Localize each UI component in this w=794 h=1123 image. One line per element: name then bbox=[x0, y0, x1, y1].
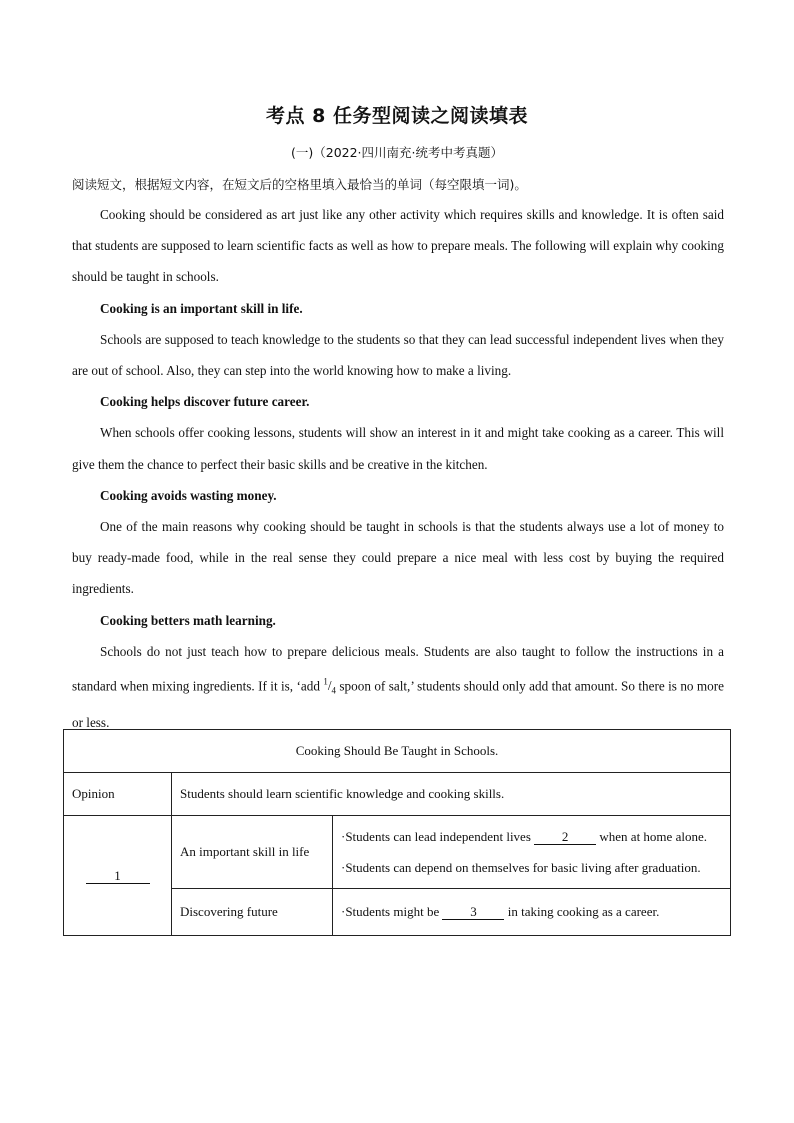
skill-details bbox=[333, 816, 731, 889]
reading-passage bbox=[72, 199, 724, 738]
paragraph-future-career: When schools offer cooking lessons, students will show an interest in it and might take cooking as a career. This will give them the chance to perfect their basic skills and be creative in the kitchen. bbox=[72, 425, 724, 472]
fraction-denominator: 4 bbox=[331, 686, 337, 697]
career-bullet-end: in taking cooking as a career. bbox=[504, 904, 660, 919]
instruction-text: 阅读短文，根据短文内容，在短文后的空格里填入最恰当的单词（每空限填一词)。 bbox=[72, 177, 527, 192]
career-label: Discovering future bbox=[172, 889, 333, 936]
page-title: 考点 8 任务型阅读之阅读填表 bbox=[266, 105, 528, 127]
fraction-numerator: 1 bbox=[323, 677, 328, 688]
paragraph-math-text-end: spoon of salt,’ students should only add that amount. So there is no more or less. bbox=[72, 678, 725, 731]
career-details bbox=[333, 889, 731, 936]
opinion-label: Opinion bbox=[64, 773, 172, 816]
paragraph-intro: Cooking should be considered as art just like any other activity which requires skills and knowledge. It is often said that students are supposed to learn scientific facts as well as how to prepare meals. The following will explain why cooking should be taught in schools. bbox=[72, 207, 724, 285]
skill-bullet-1-start: ·Students can lead independent lives bbox=[341, 829, 535, 844]
table-caption: Cooking Should Be Taught in Schools. bbox=[64, 730, 731, 773]
paragraph-important-skill: Schools are supposed to teach knowledge to the students so that they can lead successful independent lives when they are out of school. Also, they can step into the world knowing how to make a living. bbox=[72, 331, 724, 379]
table-row-opinion bbox=[64, 773, 731, 816]
paragraph-math-learning bbox=[72, 636, 724, 739]
skill-bullet-2: ·Students can depend on themselves for basic living after graduation. bbox=[341, 860, 701, 875]
career-bullet-start: ·Students might be bbox=[341, 904, 443, 919]
table-row-skill bbox=[64, 816, 731, 889]
paragraph-math-text-start: Schools do not just teach how to prepare delicious meals. Students are also taught to follow the instructions in a standard when mixing ingredients. If it is, ‘add bbox=[72, 643, 724, 694]
blank-1-cell bbox=[64, 816, 172, 936]
heading-future-career: Cooking helps discover future career. bbox=[100, 394, 310, 410]
answer-blank-1[interactable]: 1 bbox=[86, 869, 150, 884]
opinion-text: Students should learn scientific knowledge and cooking skills. bbox=[172, 773, 731, 816]
skill-bullet-1-end: when at home alone. bbox=[596, 829, 707, 844]
heading-avoid-waste: Cooking avoids wasting money. bbox=[100, 487, 277, 503]
answer-blank-2[interactable]: 2 bbox=[534, 830, 596, 845]
answer-blank-3[interactable]: 3 bbox=[442, 905, 504, 920]
paragraph-avoid-waste: One of the main reasons why cooking should be taught in schools is that the students always use a lot of money to buy ready-made food, while in the real sense they could prepare a nice meal with less cost by buying the required ingredients. bbox=[72, 519, 724, 597]
question-source: (一)（2022·四川南充·统考中考真题） bbox=[290, 145, 503, 160]
skill-bullet-1 bbox=[341, 821, 722, 852]
table-caption-row bbox=[64, 730, 731, 773]
fill-in-table bbox=[63, 729, 731, 936]
skill-label: An important skill in life bbox=[172, 816, 333, 889]
heading-important-skill: Cooking is an important skill in life. bbox=[100, 300, 303, 316]
heading-math-learning: Cooking betters math learning. bbox=[100, 612, 276, 628]
fraction-quarter: $^1/_4$ bbox=[323, 677, 337, 697]
